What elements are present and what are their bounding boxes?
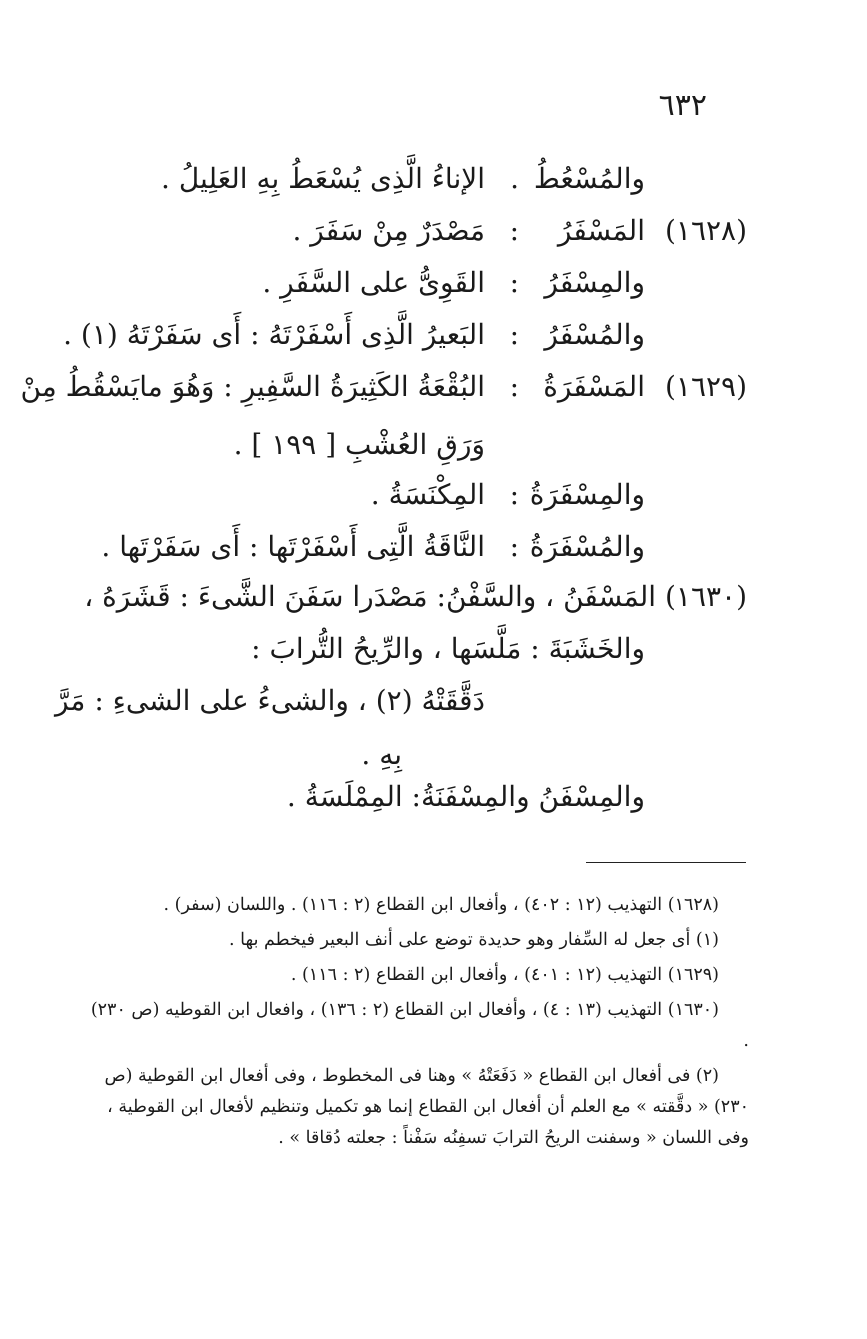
entry-line: [40, 162, 747, 216]
entry-continuation: والخَشَبَةَ : مَلَّسَها ، والرِّيحُ التُّرابَ :: [251, 632, 645, 665]
entry-separator: :: [509, 370, 519, 403]
entry-continuation: والمِسْفَنُ والمِسْفَنَةُ: المِمْلَسَةُ .: [286, 780, 645, 813]
entry-definition: البَعيرُ الَّذِى أَسْفَرْتَهُ : أَى سَفَرْتَهُ (١) .: [63, 318, 485, 351]
entry-separator: :: [509, 530, 519, 563]
entry-definition: المِكْنَسَةُ .: [370, 478, 485, 511]
page-number: ٦٣٢: [658, 88, 707, 123]
entry-number: (١٦٢٨): [664, 214, 747, 247]
entry-separator: :: [509, 478, 519, 511]
entry-definition: مَصْدَرٌ مِنْ سَفَرَ .: [292, 214, 485, 247]
entry-definition: النَّاقَةُ الَّتِى أَسْفَرْتَها : أَى سَفَرْتَها .: [101, 530, 485, 563]
footnote: (١٦٢٨) التهذيب (١٢ : ٤٠٢) ، وأفعال ابن القطاع (٢ : ١١٦) . واللسان (سفر) .: [163, 895, 719, 915]
entry-term: والمُسْفَرَةُ: [529, 530, 645, 563]
entry-definition: البُقْعَةُ الكَثِيرَةُ السَّفِيرِ : وَهُوَ مايَسْقُطُ مِنْ: [20, 370, 485, 403]
entry-separator: :: [509, 266, 519, 299]
entry-continuation: وَرَقِ العُشْبِ [ ١٩٩ ] .: [233, 428, 485, 461]
entry-line: [40, 266, 747, 320]
entry-term: والمُسْفَرُ: [544, 318, 645, 351]
entry-number: (١٦٢٩): [664, 370, 747, 403]
entry-line: (١٦٣٠) المَسْفَنُ ، والسَّفْنُ: مَصْدَرا سَفَنَ الشَّىءَ : قَشَرَهُ ،: [84, 580, 747, 613]
entry-line: [40, 214, 747, 268]
entry-definition: القَوِىُّ على السَّفَرِ .: [262, 266, 485, 299]
entry-line: [40, 478, 747, 532]
footnote: (١٦٣٠) التهذيب (١٣ : ٤) ، وأفعال ابن القطاع (٢ : ١٣٦) ، وافعال ابن القوطيه (ص ٢٣٠) .: [90, 1000, 749, 1051]
entry-separator: :: [509, 214, 519, 247]
entry-line: [40, 318, 747, 372]
entry-term: والمِسْفَرَةُ: [529, 478, 645, 511]
footnotes: [80, 890, 749, 1158]
entry-term: المَسْفَرُ: [557, 214, 645, 247]
footnote: (٢) فى أفعال ابن القطاع « دَفَعَتْهُ » وهنا فى المخطوط ، وفى أفعال ابن القوطية (ص ٢٣٠) « دقَّقته » مع العلم أن أفعال ابن القطاع إنما هو تكميل وتنظيم لأفعال ابن القوطية ، وفى اللسان « وسفنت الريحُ الترابَ تسفِنُه سَفْناً : جعلته دُقاقا » .: [104, 1066, 749, 1148]
entry-line: [20, 370, 747, 424]
footnote-divider: [586, 862, 746, 863]
entry-separator: .: [510, 162, 519, 195]
entry-definition: الإناءُ الَّذِى يُسْعَطُ بِهِ العَلِيلُ .: [161, 162, 485, 195]
entry-continuation: دَقَّقَتْهُ (٢) ، والشىءُ على الشىءِ : مَرَّ: [54, 684, 485, 717]
entry-term: والمِسْفَرُ: [544, 266, 645, 299]
footnote: (١٦٢٩) التهذيب (١٢ : ٤٠١) ، وأفعال ابن القطاع (٢ : ١١٦) .: [290, 965, 719, 985]
entry-term: والمُسْعُطُ: [533, 162, 645, 195]
footnote: (١) أى جعل له السِّفار وهو حديدة توضع على أنف البعير فيخطم بها .: [229, 930, 719, 950]
entry-line: [40, 530, 747, 584]
entry-continuation: بِهِ .: [361, 738, 402, 771]
entry-separator: :: [509, 318, 519, 351]
entry-term: المَسْفَرَةُ: [543, 370, 645, 403]
